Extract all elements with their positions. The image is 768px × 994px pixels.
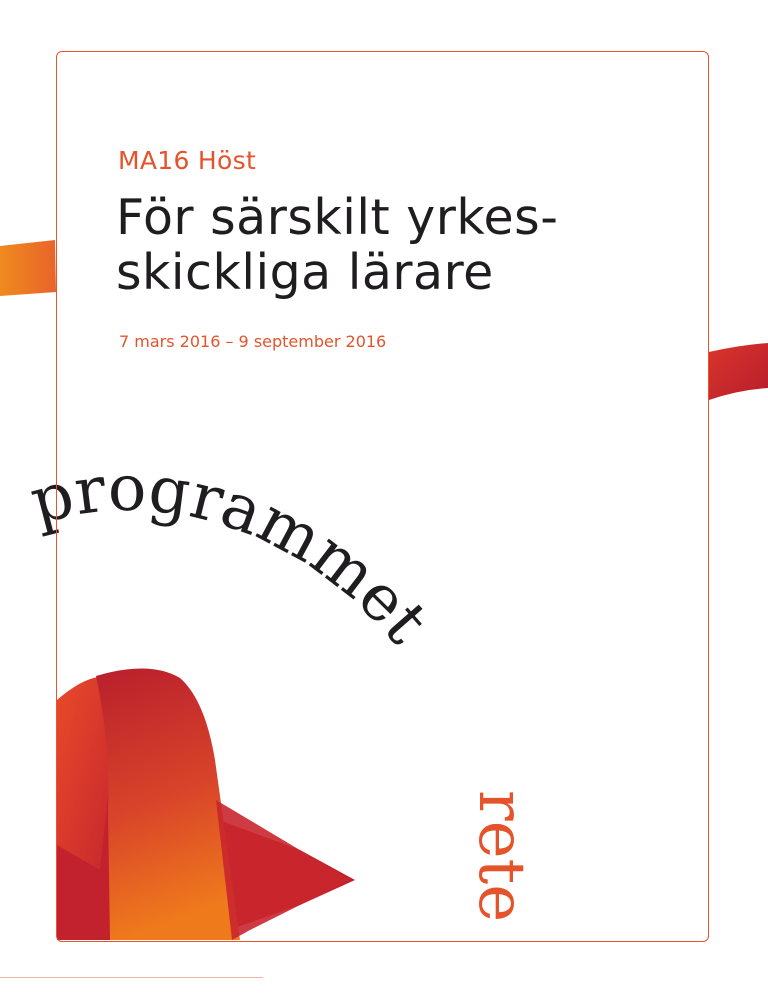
cover-frame [56, 51, 709, 942]
ribbon-left-tab [0, 240, 56, 296]
arc-word-accent: rete [464, 790, 538, 923]
cover-title [116, 190, 676, 300]
cover-title-line-2: skickliga lärare [116, 244, 494, 301]
date-range: 7 mars 2016 – 9 september 2016 [119, 332, 387, 351]
ribbon-right-tab [709, 343, 768, 400]
edition-label: MA16 Höst [118, 146, 257, 175]
cover-title-line-1: För särskilt yrkes- [116, 189, 559, 246]
arc-word-programmet: programmet [23, 451, 442, 658]
footer-rule [0, 977, 263, 978]
